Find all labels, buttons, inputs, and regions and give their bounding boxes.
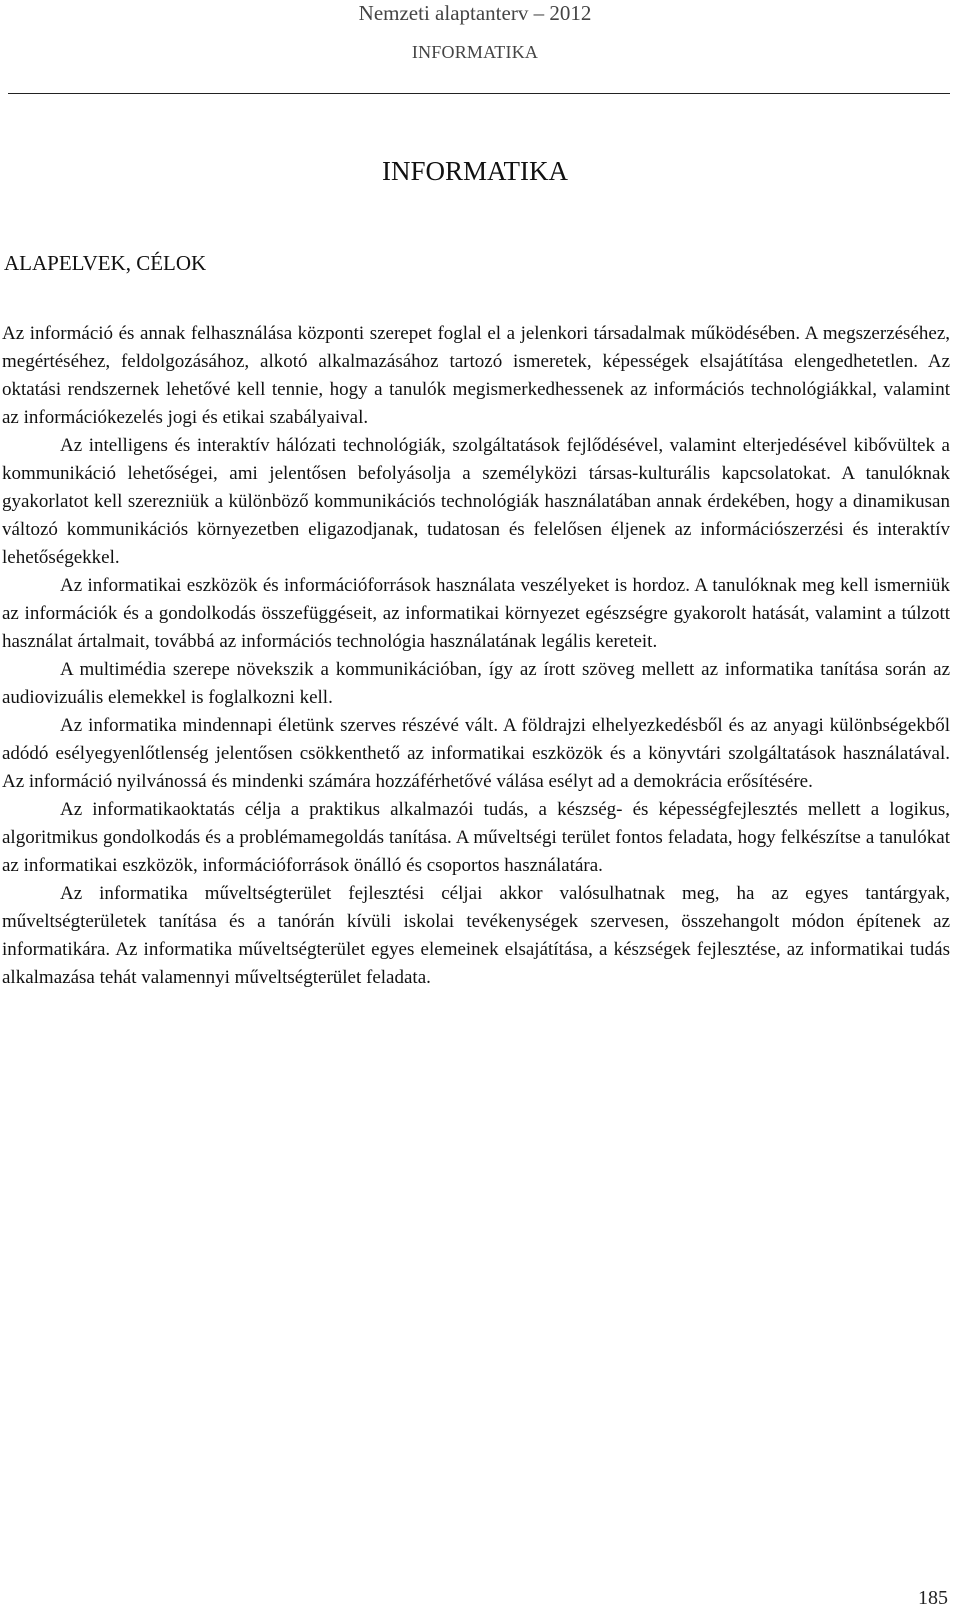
paragraph-5: Az informatika mindennapi életünk szerves részévé vált. A földrajzi elhelyezkedésből és az anyagi különbségekből adódó esélyegyenlőtlenség jelentősen csökkenthető az informatikai eszközök és a könyvtári szolgáltatások használatával. Az információ nyilvánossá és mindenki számára hozzáférhetővé válása esélyt ad a demokrácia erősítésére. [2,715,950,792]
running-header-subject: INFORMATIKA [411,42,539,62]
paragraph-1: Az információ és annak felhasználása központi szerepet foglal el a jelenkori társadalmak működésében. A megszerzéséhez, megértéséhez, feldolgozásához, alkotó alkalmazásához tartozó ismeretek, képességek elsajátítása elengedhetetlen. Az oktatási rendszernek lehetővé kell tennie, hogy a tanulók megismerkedhessenek az információs technológiákkal, valamint az információkezelés jogi és etikai szabályaival. [2,323,950,428]
running-header [0,0,950,64]
running-header-title: Nemzeti alaptanterv – 2012 [358,1,592,25]
paragraph-6: Az informatikaoktatás célja a praktikus alkalmazói tudás, a készség- és képességfejlesztés mellett a logikus, algoritmikus gondolkodás és a problémamegoldás tanítása. A műveltségi terület fontos feladata, hogy felkészítse a tanulókat az informatikai eszközök, információforrások önálló és csoportos használatára. [2,799,950,876]
paragraph-4: A multimédia szerepe növekszik a kommunikációban, így az írott szöveg mellett az informatika tanítása során az audiovizuális elemekkel is foglalkozni kell. [2,659,950,708]
section-heading: ALAPELVEK, CÉLOK [4,251,207,275]
paragraph-7: Az informatika műveltségterület fejlesztési céljai akkor valósulhatnak meg, ha az egyes tantárgyak, műveltségterületek tanítása és a tanórán kívüli iskolai tevékenységek szervesen, összehangolt módon építenek az informatikára. Az informatika műveltségterület egyes elemeinek elsajátítása, a készségek fejlesztése, az informatikai tudás alkalmazása tehát valamennyi műveltségterület feladata. [2,883,950,988]
page-title: INFORMATIKA [381,156,568,186]
paragraph-2: Az intelligens és interaktív hálózati technológiák, szolgáltatások fejlődésével, valamint elterjedésével kibővültek a kommunikáció lehetőségei, ami jelentősen befolyásolja a személyközi társas-kulturális kapcsolatokat. A tanulóknak gyakorlatot kell szerezniük a különböző kommunikációs technológiák használatában annak érdekében, hogy a dinamikusan változó kommunikációs környezetben eligazodjanak, tudatosan és felelősen éljenek az információszerzési és interaktív lehetőségekkel. [2,435,950,568]
header-divider [8,93,950,94]
body-text [2,320,950,992]
paragraph-3: Az informatikai eszközök és információforrások használata veszélyeket is hordoz. A tanulóknak meg kell ismerniük az információk és a gondolkodás összefüggéseit, az informatikai környezet egészségre gyakorolt hatását, valamint a túlzott használat ártalmait, továbbá az információs technológia használatának legális kereteit. [2,575,950,652]
page-number: 185 [918,1587,948,1609]
